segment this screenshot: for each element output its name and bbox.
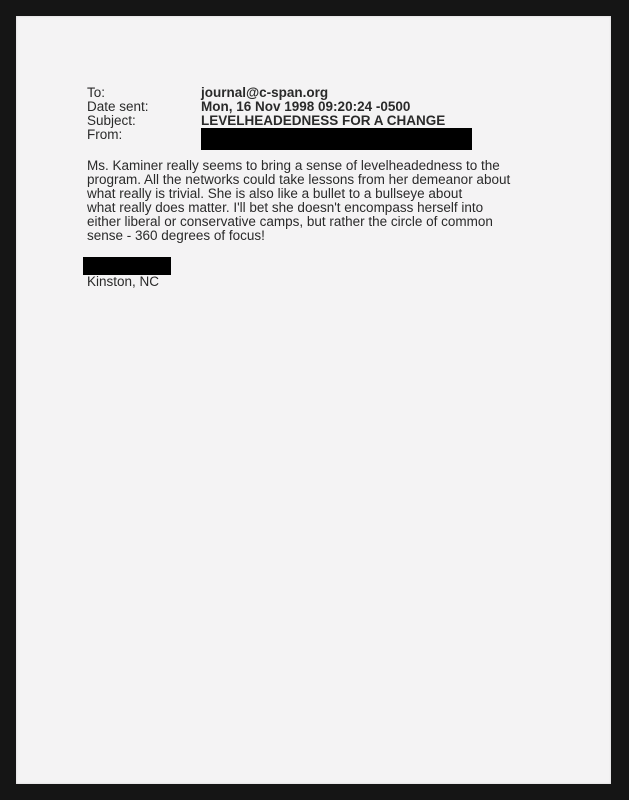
from-label: From:	[87, 127, 123, 142]
to-value: journal@c-span.org	[201, 85, 329, 100]
subject-label: Subject:	[87, 113, 136, 128]
message-body	[87, 159, 557, 243]
date-label: Date sent:	[87, 99, 149, 114]
from-redaction-bar	[201, 128, 472, 150]
message-text: Ms. Kaminer really seems to bring a sense of levelheadedness to the program. All the networks could take lessons from her demeanor about what really is trivial. She is also like a bullet to a bullseye about what really does matter. I'll bet she doesn't encompass herself into either liberal or conservative camps, but rather the circle of common sense - 360 degrees of focus!	[87, 158, 511, 243]
date-value: Mon, 16 Nov 1998 09:20:24 -0500	[201, 99, 411, 114]
to-label: To:	[87, 85, 106, 100]
signature-redaction-bar	[83, 257, 171, 275]
signature-location: Kinston, NC	[87, 274, 160, 289]
document-page	[16, 16, 611, 784]
subject-value: LEVELHEADEDNESS FOR A CHANGE	[201, 113, 446, 128]
